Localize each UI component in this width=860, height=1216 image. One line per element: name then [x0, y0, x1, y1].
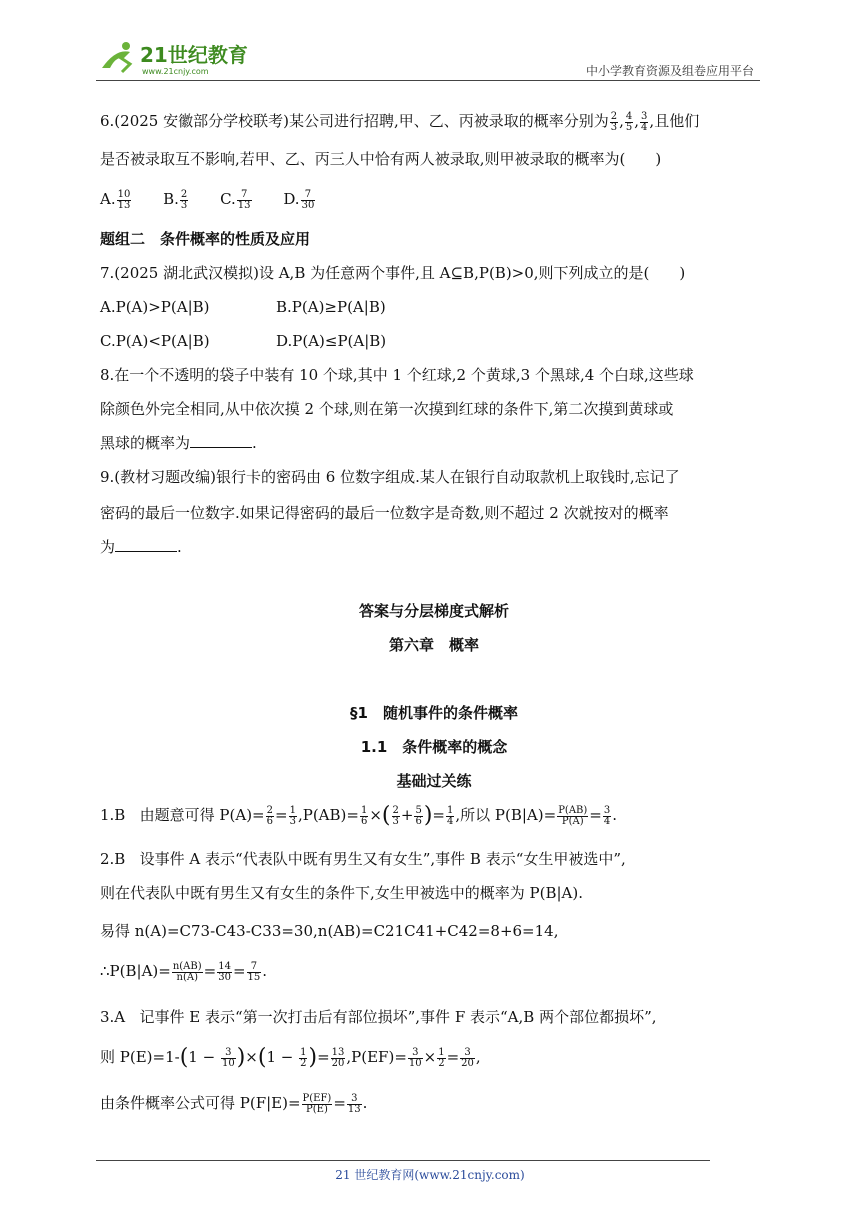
answer-2-line4: ∴P(B|A)= $\frac{n(AB)}{n(A)}$ = $\frac{14}{30}$ = $\frac{7}{15}$ . [100, 960, 268, 983]
answers-title: 答案与分层梯度式解析 [358, 602, 509, 620]
answer-blank [190, 433, 252, 448]
footer-text: 21 世纪教育网(www.21cnjy.com) [335, 1168, 525, 1182]
logo-text: 21世纪教育 [140, 43, 248, 67]
q8-line1: 8.在一个不透明的袋子中装有 10 个球,其中 1 个红球,2 个黄球,3 个黑球,4 个白球,这些球 [100, 366, 694, 384]
q9-line3: 为 . [100, 538, 182, 556]
q9-line1: 9.(教材习题改编)银行卡的密码由 6 位数字组成.某人在银行自动取款机上取钱时,忘记了 [100, 468, 680, 486]
header-platform-text: 中小学教育资源及组卷应用平台 [585, 64, 754, 78]
q7-stem: 7.(2025 湖北武汉模拟)设 A,B 为任意两个事件,且 A⊆B,P(B)>0,则下列成立的是( ) [100, 264, 686, 282]
answer-3-line1: 3.A 记事件 E 表示“第一次打击后有部位损坏”,事件 F 表示“A,B 两个部位都损坏”, [100, 1008, 657, 1026]
answer-blank [115, 537, 177, 552]
q7-option-c: C.P(A)<P(A|B) [100, 332, 210, 350]
level-title: 基础过关练 [396, 772, 472, 790]
answer-2-line1: 2.B 设事件 A 表示“代表队中既有男生又有女生”,事件 B 表示“女生甲被选中”, [100, 850, 626, 868]
q8-line3: 黑球的概率为 . [100, 434, 257, 452]
group2-title: 题组二 条件概率的性质及应用 [100, 230, 311, 248]
answer-2-line3: 易得 n(A)=C73-C43-C33=30,n(AB)=C21C41+C42=8+6=14, [100, 922, 559, 940]
subsection-title: 1.1 条件概率的概念 [360, 738, 508, 756]
site-logo [96, 38, 256, 78]
q7-option-b: B.P(A)≥P(A|B) [276, 298, 386, 316]
q6-line1: 6.(2025 安徽部分学校联考)某公司进行招聘,甲、乙、丙被录取的概率分别为 $\frac{2}{3}$ , $\frac{4}{5}$ , $\frac{3}{4}$ ,且他们 [100, 110, 700, 133]
header-divider [96, 80, 760, 81]
footer-divider [96, 1160, 710, 1161]
runner-logo-icon [96, 38, 256, 78]
answer-3-line3: 由条件概率公式可得 P(F|E)= $\frac{P(EF)}{P(E)}$ = $\frac{3}{13}$ . [100, 1092, 368, 1115]
q7-option-d: D.P(A)≤P(A|B) [276, 332, 387, 350]
answer-3-line2: 则 P(E)=1-(1 − $\frac{3}{10}$ )×(1 − $\frac{1}{2}$ )= $\frac{13}{20}$ ,P(EF)= $\frac{3}{10}$ × $\frac{1}{2}$ = $\frac{3}{20}$ , [100, 1045, 481, 1070]
q8-line2: 除颜色外完全相同,从中依次摸 2 个球,则在第一次摸到红球的条件下,第二次摸到黄球或 [100, 400, 674, 418]
logo-url: www.21cnjy.com [142, 67, 209, 76]
q6-line2: 是否被录取互不影响,若甲、乙、丙三人中恰有两人被录取,则甲被录取的概率为( ) [100, 150, 662, 168]
q9-line2: 密码的最后一位数字.如果记得密码的最后一位数字是奇数,则不超过 2 次就按对的概率 [100, 504, 669, 522]
q6-options: A. $\frac{10}{13}$ B. $\frac{2}{3}$ C. $\frac{7}{13}$ D. $\frac{7}{30}$ [100, 188, 315, 211]
answer-2-line2: 则在代表队中既有男生又有女生的条件下,女生甲被选中的概率为 P(B|A). [100, 884, 584, 902]
section-title: §1 随机事件的条件概率 [350, 704, 518, 722]
answer-1: 1.B 由题意可得 P(A)= $\frac{2}{6}$ = $\frac{1}{3}$ ,P(AB)= $\frac{1}{6}$ ×( $\frac{2}{3}$ + $\frac{5}{6}$ )= $\frac{1}{4}$ ,所以 P(B|A)= $\frac{P(AB)}{P(A)}$ = $\frac{3}{4}$ . [100, 803, 618, 828]
q7-option-a: A.P(A)>P(A|B) [100, 298, 210, 316]
chapter-title: 第六章 概率 [388, 636, 479, 654]
